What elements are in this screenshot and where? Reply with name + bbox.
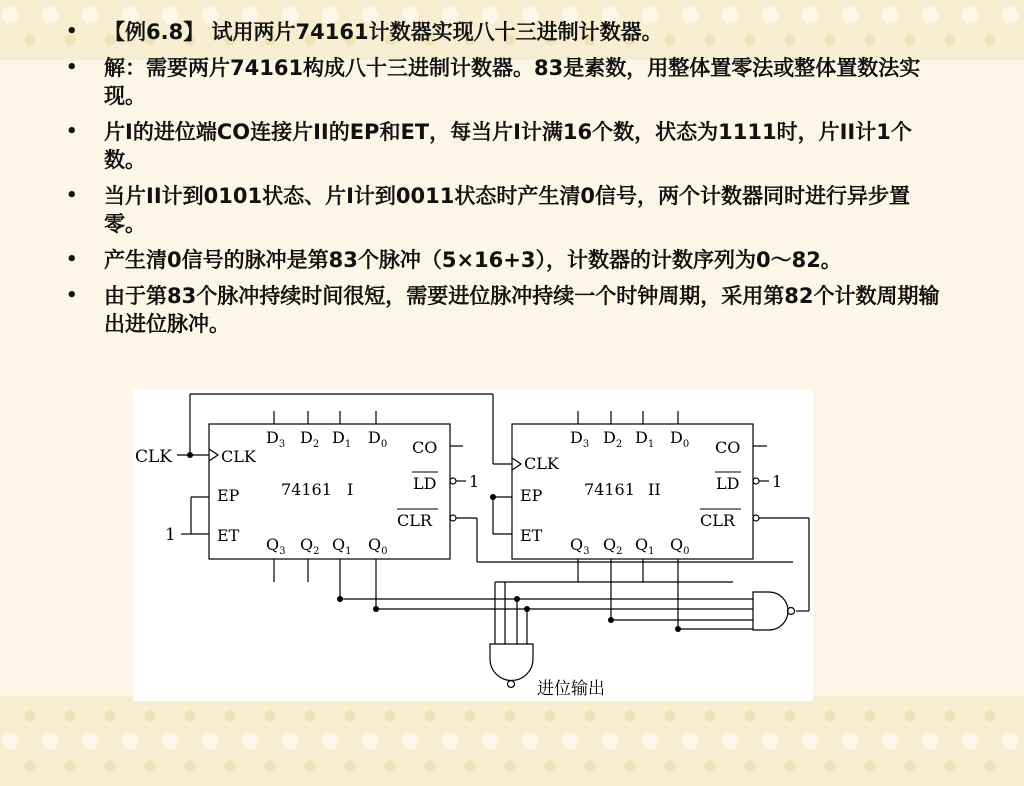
chip2-type: 74161 [584,480,635,499]
svg-text:Q0: $Q_0$ [368,535,388,557]
circuit-diagram [133,389,813,701]
svg-text:D1: $D_1$ [332,428,352,450]
constant-one-label: 1 [165,525,176,545]
svg-text:Q2: $Q_2$ [300,535,320,557]
nand-gate-clear [753,592,788,630]
bullet-example-title: • 【例6.8】 试用两片74161计数器实现八十三进制计数器。 [64,18,944,46]
chip1-type: 74161 [281,480,332,499]
chip2-ld-tie: 1 [772,472,783,491]
bullet-solution: • 解：需要两片74161构成八十三进制计数器。83是素数，用整体置零法或整体置数法实现。 [64,54,944,110]
chip2-id: II [648,480,661,499]
bullet-clear-condition: • 当片II计到0101状态、片I计到0011状态时产生清0信号，两个计数器同时进行异步置零。 [64,182,944,238]
chip1-ld-pin: LD [413,474,437,493]
svg-text:Q3: $Q_3$ [266,535,286,557]
svg-text:Q2: $Q_2$ [603,535,623,557]
nand-gate-carry [490,644,533,681]
svg-text:D3: $D_3$ [570,428,590,450]
svg-text:D2: $D_2$ [603,428,623,450]
svg-text:D2: $D_2$ [300,428,320,450]
chip2-ep-pin: EP [520,486,543,505]
chip1-clr-pin: CLR [397,511,432,530]
chip2-clk-pin: CLK [524,454,559,473]
svg-text:D0: $D_0$ [670,428,690,450]
bullet-clear-pulse: • 产生清0信号的脉冲是第83个脉冲（5×16+3），计数器的计数序列为0～82。 [64,246,944,274]
chip2-co-pin: CO [715,438,741,457]
svg-text:D0: $D_0$ [368,428,388,450]
chip1-ep-pin: EP [217,486,240,505]
bullet-carry-pulse: • 由于第83个脉冲持续时间很短，需要进位脉冲持续一个时钟周期，采用第82个计数周期输出进位脉冲。 [64,282,944,338]
external-clk-label: CLK [135,447,172,467]
svg-text:Q0: $Q_0$ [670,535,690,557]
svg-text:Q1: $Q_1$ [332,535,352,557]
circuit-svg [133,389,813,701]
chip2-clr-pin: CLR [700,511,735,530]
chip1-clk-pin: CLK [221,447,256,466]
carry-output-label: 进位输出 [537,679,605,699]
chip2-et-pin: ET [520,526,543,545]
chip1-et-pin: ET [217,526,240,545]
chip1-id: I [347,480,354,499]
chip1-ld-tie: 1 [469,472,480,491]
bullet-list [64,18,944,346]
chip1-co-pin: CO [412,438,438,457]
svg-text:D3: $D_3$ [266,428,286,450]
svg-text:Q1: $Q_1$ [635,535,655,557]
chip2-ld-pin: LD [716,474,740,493]
bullet-carry-connection: • 片I的进位端CO连接片II的EP和ET，每当片I计满16个数，状态为1111时，片II计1个数。 [64,118,944,174]
svg-text:Q3: $Q_3$ [570,535,590,557]
svg-text:D1: $D_1$ [635,428,655,450]
